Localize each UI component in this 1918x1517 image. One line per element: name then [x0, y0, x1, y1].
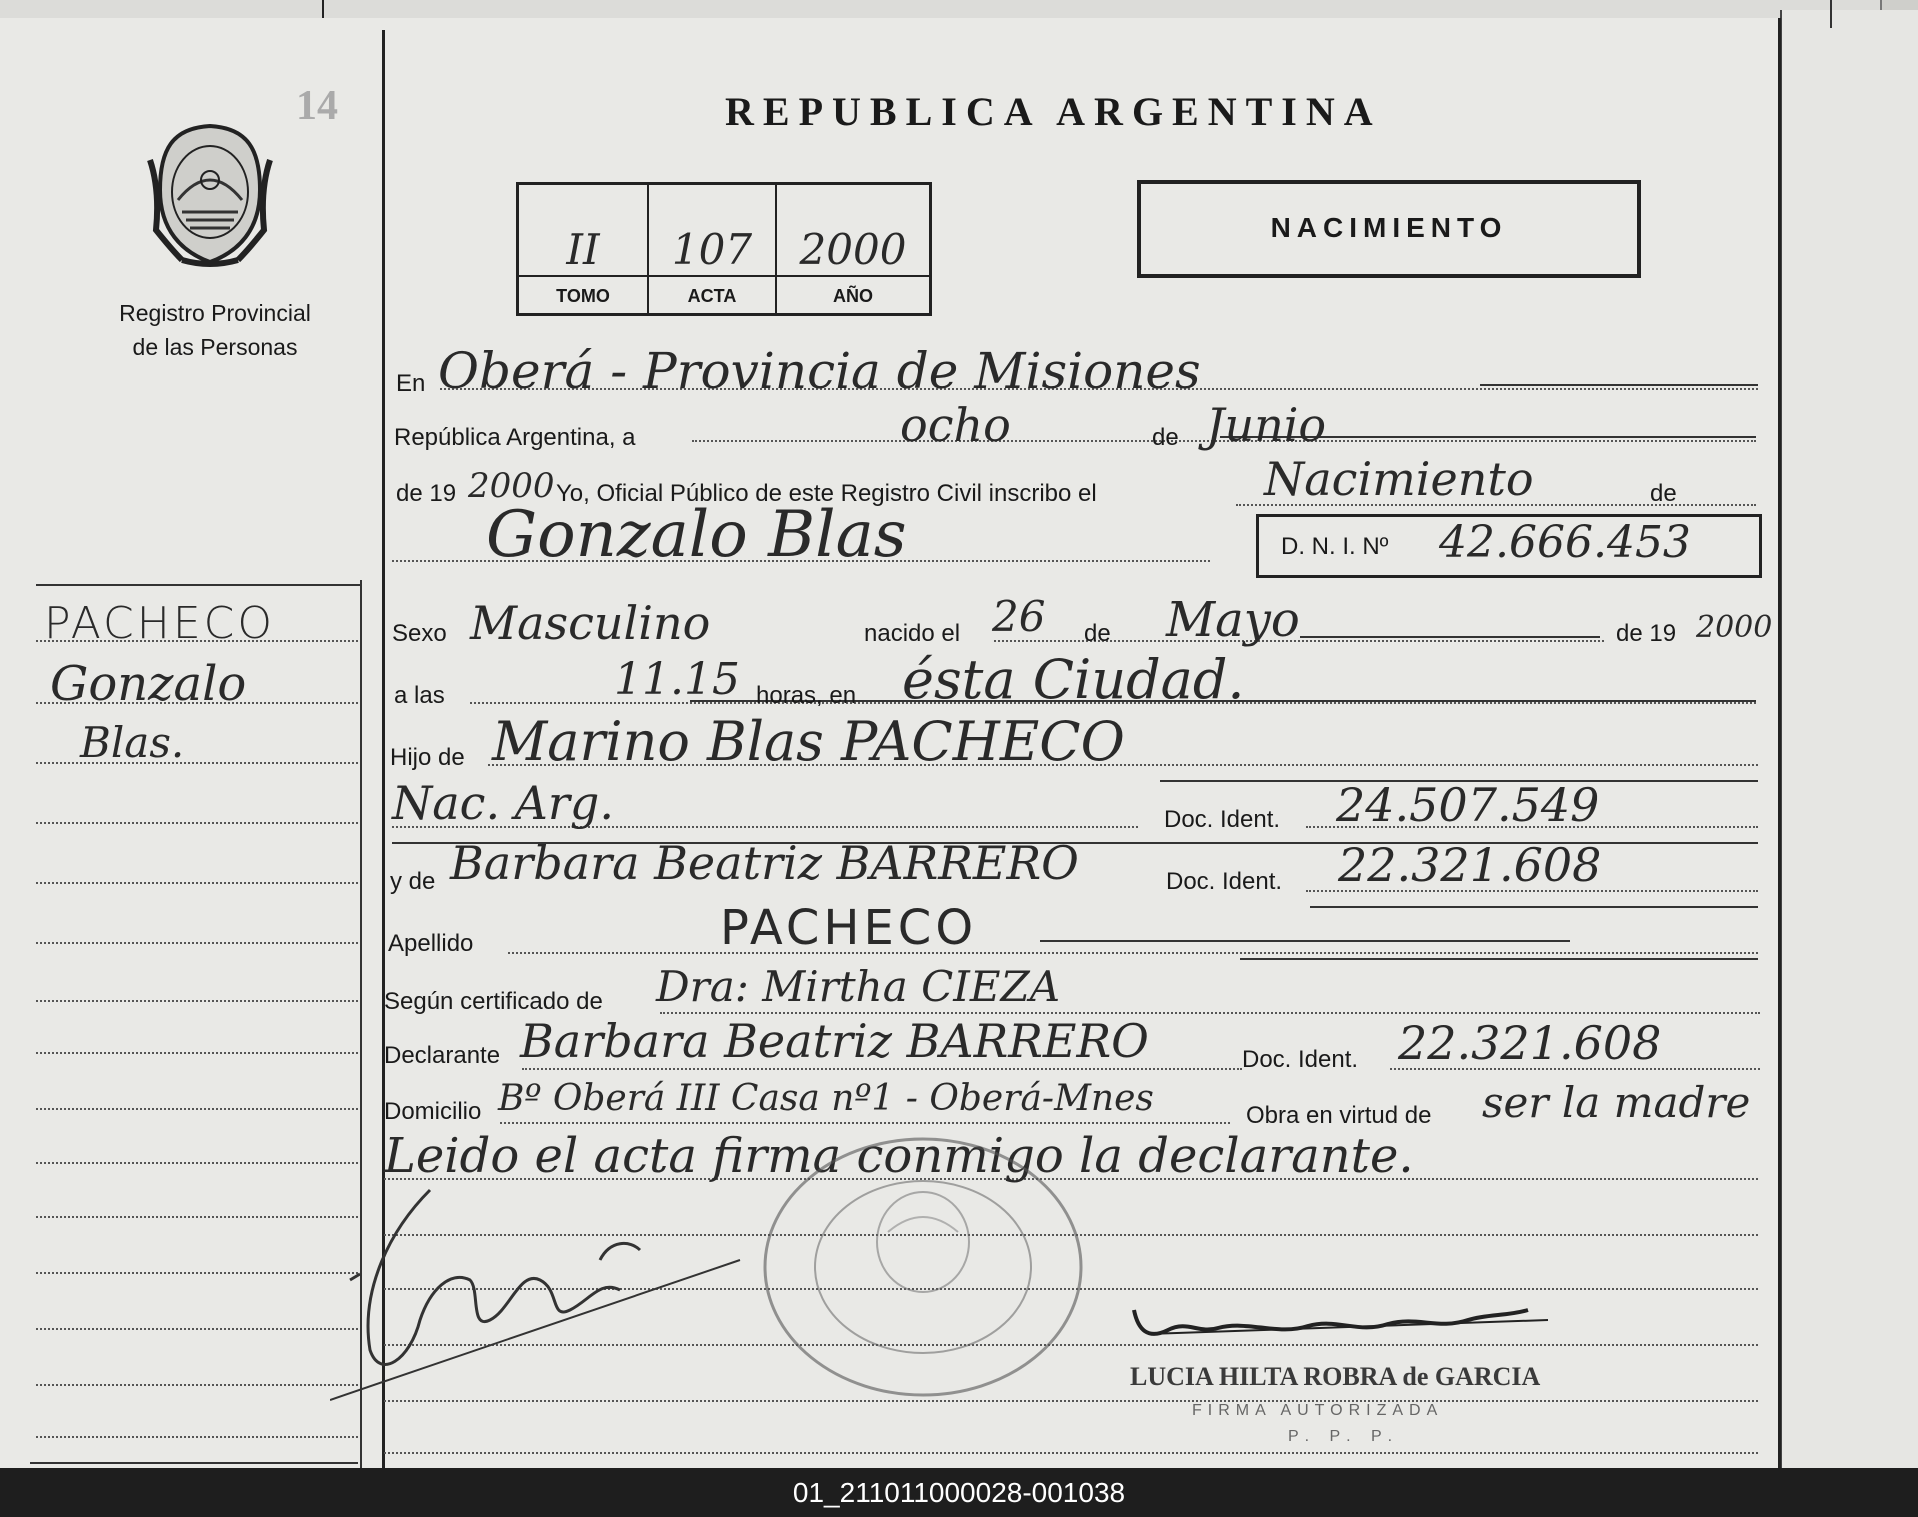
domicilio-value: Bº Oberá III Casa nº1 - Oberá-Mnes [498, 1078, 1154, 1119]
stub-first-name: Gonzalo [50, 656, 247, 712]
label-a-las: a las [394, 682, 445, 709]
sexo-value: Masculino [470, 596, 711, 650]
label-obra: Obra en virtud de [1246, 1102, 1432, 1129]
mother-doc-value: 22.321.608 [1338, 838, 1602, 892]
label-hijo-de: Hijo de [390, 744, 465, 771]
ano-cell [777, 185, 929, 313]
birth-day-value: 26 [992, 592, 1046, 641]
declarant-signature-icon [330, 1170, 750, 1410]
label-horas: horas, en [756, 682, 857, 709]
label-mother-doc: Doc. Ident. [1166, 868, 1283, 895]
father-nationality-value: Nac. Arg. [392, 776, 614, 830]
tomo-cell [519, 185, 649, 313]
month-value: Junio [1206, 398, 1327, 452]
registry-label-line2: de las Personas [132, 334, 298, 360]
birth-month-value: Mayo [1166, 592, 1300, 648]
registry-label-line1: Registro Provincial [119, 300, 311, 326]
official-seal-icon [758, 1132, 1088, 1402]
label-de-month: de [1152, 424, 1179, 451]
scan-identifier: 01_211011000028-001038 [0, 1468, 1918, 1517]
mother-name-value: Barbara Beatriz BARRERO [450, 836, 1079, 890]
binding-line [1830, 0, 1832, 28]
label-de-year: de 19 [396, 480, 457, 507]
stub-middle-name: Blas. [80, 718, 185, 767]
label-declarante-doc: Doc. Ident. [1242, 1046, 1359, 1073]
signatory-role: FIRMA AUTORIZADA [1192, 1402, 1444, 1419]
label-de-birth-year: de 19 [1616, 620, 1677, 647]
birth-year-value: 2000 [1696, 610, 1773, 645]
register-box [516, 182, 932, 316]
label-de-birth-month: de [1084, 620, 1111, 647]
stub-surname: PACHECO [44, 598, 276, 649]
dni-value: 42.666.453 [1439, 517, 1691, 568]
label-de-end: de [1650, 480, 1677, 507]
adjacent-page [1780, 10, 1918, 1468]
page-number: 14 [296, 83, 338, 129]
place-value: Oberá - Provincia de Misiones [438, 342, 1201, 400]
obra-value: ser la madre [1482, 1078, 1751, 1127]
signatory-initials: P. P. P. [1288, 1428, 1401, 1445]
label-declarante: Declarante [384, 1042, 501, 1069]
ano-label: AÑO [833, 286, 873, 306]
acta-label: ACTA [687, 286, 737, 306]
page-right-edge [1778, 18, 1781, 1468]
inscribe-value: Nacimiento [1264, 452, 1534, 506]
dni-box [1256, 514, 1762, 578]
label-domicilio: Domicilio [384, 1098, 482, 1125]
certificador-value: Dra: Mirtha CIEZA [656, 962, 1061, 1011]
registry-label [60, 296, 370, 364]
year-value: 2000 [468, 466, 555, 506]
label-dni: D. N. I. Nº [1281, 533, 1389, 560]
declarante-value: Barbara Beatriz BARRERO [520, 1014, 1149, 1068]
ano-value: 2000 [799, 225, 907, 274]
page-title: REPUBLICA ARGENTINA [725, 89, 1382, 134]
birth-place-value: ésta Ciudad. [902, 648, 1245, 711]
label-segun: Según certificado de [384, 988, 603, 1015]
signatory-name: LUCIA HILTA ROBRA de GARCIA [1130, 1362, 1541, 1391]
label-nacido: nacido el [864, 620, 961, 647]
apellido-value: PACHECO [720, 900, 978, 956]
label-apellido: Apellido [388, 930, 474, 957]
record-type-box [1137, 180, 1641, 278]
label-en: En [396, 370, 426, 397]
closing-text: Leido el acta firma conmigo la declarante. [384, 1128, 1414, 1184]
provincial-coat-of-arms-icon [142, 120, 278, 270]
official-signature-icon [1128, 1290, 1568, 1360]
birth-time-value: 11.15 [614, 654, 740, 705]
declarante-doc-value: 22.321.608 [1398, 1016, 1662, 1070]
label-y-de: y de [390, 868, 436, 895]
day-value: ocho [900, 398, 1011, 452]
child-names-value: Gonzalo Blas [486, 498, 907, 572]
label-republica: República Argentina, a [394, 424, 636, 451]
record-type: NACIMIENTO [1270, 212, 1508, 243]
label-sexo: Sexo [392, 620, 447, 647]
label-father-doc: Doc. Ident. [1164, 806, 1281, 833]
tomo-value: II [566, 225, 600, 274]
label-inscribe: Yo, Oficial Público de este Registro Civil inscribo el [556, 480, 1097, 507]
acta-cell [649, 185, 777, 313]
tomo-label: TOMO [556, 286, 610, 306]
acta-value: 107 [671, 225, 753, 274]
father-name-value: Marino Blas PACHECO [492, 710, 1125, 773]
father-doc-value: 24.507.549 [1336, 778, 1600, 832]
